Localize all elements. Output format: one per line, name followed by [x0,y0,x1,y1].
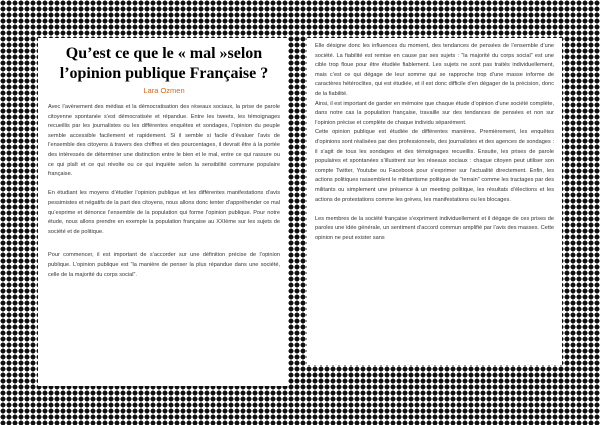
author-name: Lara Ozmen [143,86,185,95]
right-paragraph-1: Elle désigne donc les influences du moment, des tendances de pensées de l’ensemble d’une société. La fiabilité est remise en cause par ses sujets : “la majorité du corps social” est une cible trop floue pour être étudiée fiablement. Les sujets ne sont pas traités individuellement, mais c’est ce qui dégage de leur somme qui se rapproche trop d’une masse informe de caractères hétéroclites, qui est étudiée, et il est donc difficile d’en dégager de la précision, donc de la fiabilité. [315,43,554,97]
right-paragraph-2: Ainsi, il est important de garder en mémoire que chaque étude d’opinion d’une société complète, dans notre cas la population française, travaille sur des tendances de pensées et non sur l’opinion précise et complète de chaque individu séparément. [315,100,554,126]
left-page [38,38,288,386]
article-title [48,44,280,84]
right-paragraph-3: Cette opinion publique est étudiée de différentes manières. Premièrement, les enquêtes d’opinions sont réalisées par des professionnels, des journalistes et des agences de sondages : il s’agit de tous les sondages et des témoignages recueillis. Ensuite, les prises de parole populaires et spontanées s’illustrent sur les réseaux sociaux : chaque citoyen peut utiliser son compte Twitter, Youtube ou Facebook pour s’exprimer sur l’actualité directement. Enfin, les actions politiques rassemblent le militantisme politique de “terrain” comme les tractages par des militants ou simplement une présence à un meeting politique, les résultats d’élections et les actions de protestations comme les grèves, les manifestations ou les blocages. [315,129,554,203]
right-paragraph-4: Les membres de la société française s’expriment individuellement et il dégage de ces prises de paroles une idée générale, un sentiment d’accord commun amplifié par l’avis des masses. Cette opinion ne peut exister sans [315,215,554,241]
left-paragraph-1: Avec l’avènement des médias et la démocratisation des réseaux sociaux, la prise de parole citoyenne spontanée s’est démocratisée et répandue. Entre les tweets, les témoignages recueillis par les journalistes ou les différentes enquêtes et sondages, l’opinion du peuple semble accessible facilement et rapidement. Si il semble si facile d’évaluer l’avis de l’ensemble des citoyens à travers des chiffres et des pourcentages, il devrait être à la portée des intéressés de déterminer une distinction entre le bien et le mal, entre ce qui rassure ou ce qui plaît et ce qui révolte ou ce qui inquiète selon la sensibilité commune populaire française. [48,104,280,178]
left-paragraph-2: En étudiant les moyens d’étudier l’opinion publique et les différentes manifestations d’avis pessimistes et négatifs de la part des citoyens, nous allons donc tenter d’appréhender ce mal qu’exprime et dénonce l’ensemble de la population qui forme l’opinion publique. Pour notre étude, nous allons prendre en exemple la population française au XXIème sur les sujets de société et de politique. [48,190,280,235]
title-line-1: Qu’est ce que le « mal »selon [65,45,263,62]
title-line-2: l’opinion publique Française ? [59,65,269,82]
left-paragraph-3: Pour commencer, il est important de s’accorder sur une définition précise de l’opinion publique. L’opinion publique est “la manière de penser la plus répandue dans une société, celle de la majorité du corps social”. [48,252,280,278]
right-page [307,38,562,365]
